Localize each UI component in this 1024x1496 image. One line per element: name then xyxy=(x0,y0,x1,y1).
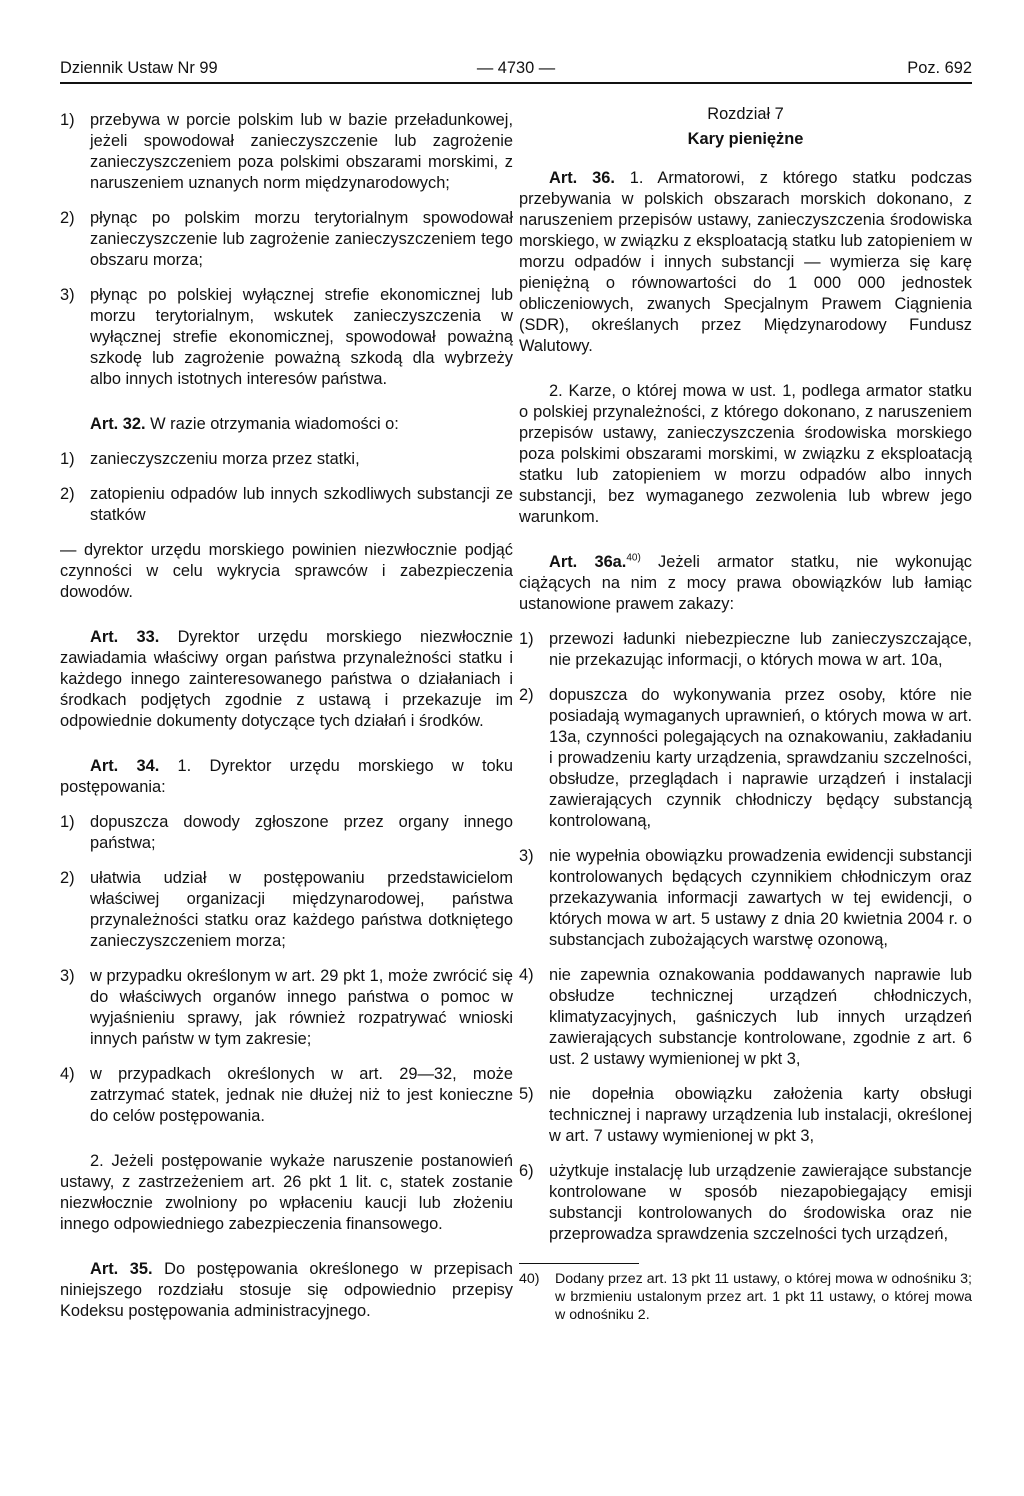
article-label: Art. 34. xyxy=(90,757,160,775)
list-item xyxy=(60,966,513,1050)
item-text: zanieczyszczeniu morza przez statki, xyxy=(90,450,360,468)
item-text: zatopieniu odpadów lub innych szkodliwych substancji ze statków xyxy=(90,485,513,524)
article-text: W razie otrzymania wiadomości o: xyxy=(150,415,399,433)
list-item xyxy=(519,1084,972,1147)
item-number: 2) xyxy=(60,485,75,503)
item-number: 2) xyxy=(60,209,75,227)
item-number: 3) xyxy=(519,847,534,865)
article-35 xyxy=(60,1259,513,1322)
item-number: 5) xyxy=(519,1085,534,1103)
article-label: Art. 36. xyxy=(549,169,615,187)
item-text: dopuszcza dowody zgłoszone przez organy innego państwa; xyxy=(90,813,513,852)
item-text: w przypadkach określonych w art. 29—32, może zatrzymać statek, jednak nie dłużej niż to jest konieczne do celów postępowania. xyxy=(90,1065,513,1125)
item-text: dopuszcza do wykonywania przez osoby, które nie posiadają wymaganych uprawnień, o których mowa w art. 13a, czynności polegających na oznakowaniu, zakładaniu i prowadzeniu karty urządzenia, sprawdzaniu szczelności, obsłudze, przeglądach i naprawie urządzeń i instalacji zawierających czynnik chłodniczy będący substancją kontrolowaną, xyxy=(549,686,972,830)
item-number: 3) xyxy=(60,967,75,985)
left-column xyxy=(60,110,513,1341)
item-text: w przypadku określonym w art. 29 pkt 1, może zwrócić się do właściwych organów innego państwa o pomoc w wyjaśnieniu sprawy, jak również rozpatrywać wnioski innych państw w tym zakresie; xyxy=(90,967,513,1048)
article-text: 1. Dyrektor urzędu morskiego w toku postępowania: xyxy=(60,757,513,796)
list-item xyxy=(60,285,513,390)
item-text: płynąc po polskiej wyłącznej strefie ekonomicznej lub morzu terytorialnym, wskutek zanieczyszczenia w wyłącznej strefie ekonomicznej, spowodował poważną szkodę lub zagrożenie poważną szkodą dla wybrzeży albo innych istotnych interesów państwa. xyxy=(90,286,513,388)
item-number: 1) xyxy=(60,813,75,831)
list-item xyxy=(519,685,972,832)
item-text: nie zapewnia oznakowania poddawanych naprawie lub obsłudze technicznej urządzeń chłodniczych, klimatyzacyjnych, gaśniczych lub innych urządzeń zawierających substancje kontrolowane, zgodnie z art. 6 ust. 2 ustawy wymienionej w pkt 3, xyxy=(549,966,972,1068)
item-number: 1) xyxy=(60,111,75,129)
list-item xyxy=(519,965,972,1070)
article-34 xyxy=(60,756,513,798)
list-item xyxy=(519,846,972,951)
item-text: przewozi ładunki niebezpieczne lub zanieczyszczające, nie przekazując informacji, o których mowa w art. 10a, xyxy=(549,630,972,669)
article-32 xyxy=(60,414,513,435)
footnote xyxy=(519,1270,972,1324)
list-item xyxy=(519,1161,972,1245)
page-number: — 4730 — xyxy=(476,59,556,77)
article-36a xyxy=(519,552,972,615)
footnote-number: 40) xyxy=(519,1271,540,1287)
item-number: 4) xyxy=(519,966,534,984)
list-item xyxy=(60,449,513,470)
article-36 xyxy=(519,168,972,357)
article-label: Art. 36a. xyxy=(549,553,627,571)
article-text: Jeżeli armator statku, nie wykonując ciążących na nim z mocy prawa obowiązków lub łamiąc ustanowione prawem zakazy: xyxy=(519,553,972,613)
right-column xyxy=(519,104,972,1324)
article-32-conclusion: — dyrektor urzędu morskiego powinien niezwłocznie podjąć czynności w celu wykrycia sprawców i zabezpieczenia dowodów. xyxy=(60,541,513,601)
article-label: Art. 35. xyxy=(90,1260,153,1278)
item-text: płynąc po polskim morzu terytorialnym spowodował zanieczyszczenie lub zagrożenie zanieczyszczeniem tego obszaru morza; xyxy=(90,209,513,269)
item-text: ułatwia udział w postępowaniu przedstawicielom właściwej organizacji międzynarodowej, państwa przynależności statku oraz każdego państwa dotkniętego zanieczyszczeniem morza; xyxy=(90,869,513,950)
chapter-title: Kary pieniężne xyxy=(687,130,804,148)
item-text: użytkuje instalację lub urządzenie zawierające substancje kontrolowane w sposób niezapobiegający emisji substancji kontrolowanych do środowiska oraz nie przeprowadza sprawdzenia szczelności tych urządzeń, xyxy=(549,1162,972,1243)
list-item xyxy=(60,208,513,271)
list-item xyxy=(60,484,513,526)
item-number: 6) xyxy=(519,1162,534,1180)
list-item xyxy=(60,812,513,854)
list-item xyxy=(60,110,513,194)
article-34-paragraph-2: 2. Jeżeli postępowanie wykaże naruszenie postanowień ustawy, z zastrzeżeniem art. 26 pkt 1 lit. c, statek zostanie niezwłocznie zwolniony po wpłaceniu kaucji lub złożeniu innego odpowiedniego zabezpieczenia finansowego. xyxy=(60,1152,513,1233)
item-text: nie wypełnia obowiązku prowadzenia ewidencji substancji kontrolowanych będących czynnikiem chłodniczym oraz przekazywania informacji zawartych w tej ewidencji, o których mowa w art. 5 ustawy z dnia 20 kwietnia 2004 r. o substancjach zubożających warstwę ozonową, xyxy=(549,847,972,949)
page-header xyxy=(60,56,972,84)
item-text: przebywa w porcie polskim lub w bazie przeładunkowej, jeżeli spowodował zanieczyszczenie lub zagrożenie zanieczyszczeniem poza polskimi obszarami morskimi, z naruszeniem uznanych norm międzynarodowych; xyxy=(90,111,513,192)
footnote-divider xyxy=(519,1263,639,1264)
article-label: Art. 32. xyxy=(90,415,146,433)
item-number: 3) xyxy=(60,286,75,304)
position-number: Poz. 692 xyxy=(907,59,972,77)
article-36-paragraph-2: 2. Karze, o której mowa w ust. 1, podlega armator statku o polskiej przynależności, z którego dokonano, z naruszeniem przepisów ustawy, zanieczyszczenia środowiska morskiego poza polskimi obszarami morskimi, w związku z eksploatacją statku lub zatopieniem w morzu odpadów albo innych substancji, bez wymaganego zezwolenia lub wbrew jego warunkom. xyxy=(519,382,972,526)
item-number: 2) xyxy=(60,869,75,887)
list-item xyxy=(60,1064,513,1127)
item-number: 2) xyxy=(519,686,534,704)
article-label: Art. 33. xyxy=(90,628,160,646)
article-text: Dyrektor urzędu morskiego niezwłocznie zawiadamia właściwy organ państwa przynależności statku i każdego innego zainteresowanego państwa o działaniach i środkach podjętych zgodnie z ustawą i przekazuje im odpowiednie dokumenty dotyczące tych działań i środków. xyxy=(60,628,513,730)
footnote-reference: 40) xyxy=(626,552,641,564)
article-text: 1. Armatorowi, z którego statku podczas przebywania w polskich obszarach morskich dokonano, z naruszeniem przepisów ustawy, zanieczyszczenia środowiska morskiego, w związku z eksploatacją statku lub zatopieniem w morzu odpadów i innych substancji — wymierza się karę pieniężną o równowartości do 1 000 000 jednostek obliczeniowych, zwanych Specjalnym Prawem Ciągnienia (SDR), określanych przez Międzynarodowy Fundusz Walutowy. xyxy=(519,169,972,355)
article-33 xyxy=(60,627,513,732)
footnote-text: Dodany przez art. 13 pkt 11 ustawy, o której mowa w odnośniku 3; w brzmieniu ustalonym przez art. 1 pkt 11 ustawy, o której mowa w odnośniku 2. xyxy=(555,1271,972,1323)
item-number: 1) xyxy=(519,630,534,648)
list-item xyxy=(519,629,972,671)
item-text: nie dopełnia obowiązku założenia karty obsługi technicznej i naprawy urządzenia lub instalacji, określonej w art. 7 ustawy wymienionej w pkt 3, xyxy=(549,1085,972,1145)
item-number: 4) xyxy=(60,1065,75,1083)
article-text: Do postępowania określonego w przepisach niniejszego rozdziału stosuje się odpowiednio przepisy Kodeksu postępowania administracyjnego. xyxy=(60,1260,513,1320)
chapter-number: Rozdział 7 xyxy=(707,105,784,123)
item-number: 1) xyxy=(60,450,75,468)
list-item xyxy=(60,868,513,952)
journal-title: Dziennik Ustaw Nr 99 xyxy=(60,59,218,77)
